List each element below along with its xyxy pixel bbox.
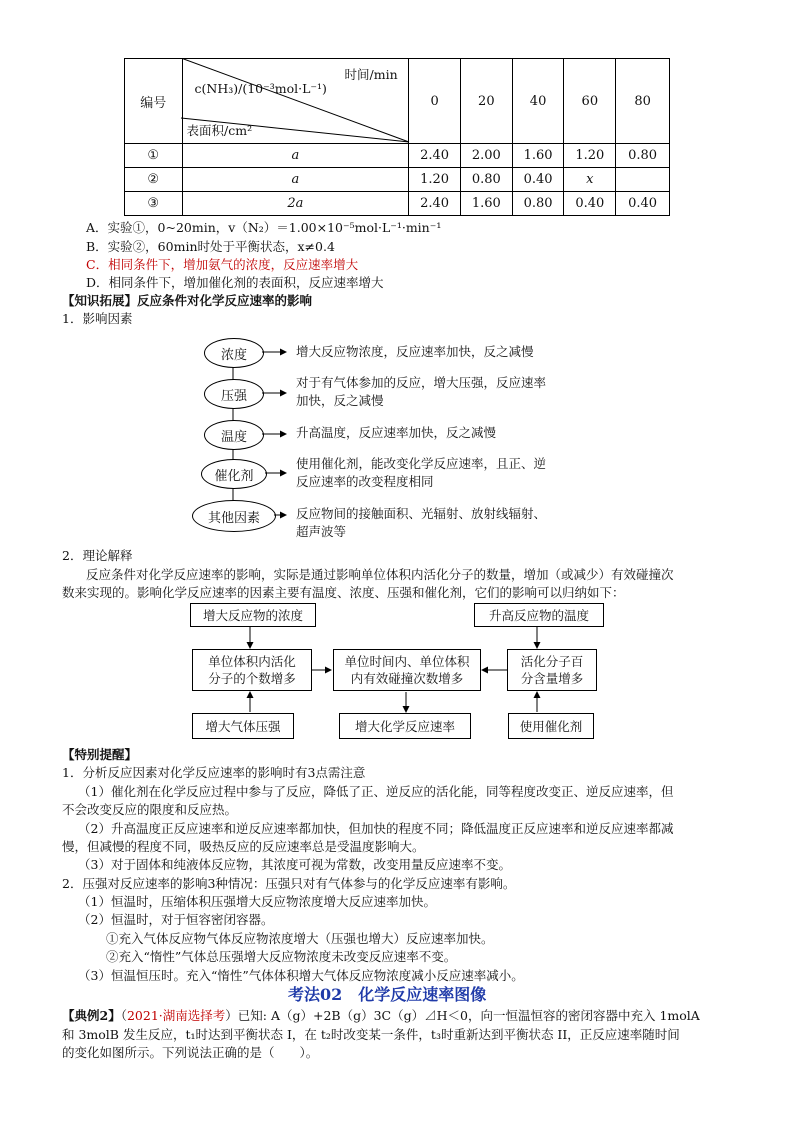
flow-conc: 增大反应物的浓度 [190,603,316,627]
cell: 0.80 [616,144,670,168]
flow-effective [333,649,481,691]
option-d: D．相同条件下，增加催化剂的表面积，反应速率增大 [86,275,384,290]
factor-desc: 增大反应物浓度，反应速率加快，反之减慢 [296,344,534,359]
flow-unit [192,649,312,691]
cell: x [564,168,616,192]
knowledge-p1: 反应条件对化学反应速率的影响，实际是通过影响单位体积内活化分子的数量，增加（或减少）有效碰撞次 [86,567,674,582]
factor-oval: 其他因素 [192,500,276,532]
flow-eff-l1: 单位时间内、单位体积 [344,654,470,669]
cell: 0.40 [616,192,670,216]
header-time-20: 20 [460,59,512,144]
factor-oval: 催化剂 [201,459,267,489]
factor-desc: 对于有气体参加的反应，增大压强，反应速率 [296,375,547,390]
factor-desc: 反应物间的接触面积、光辐射、放射线辐射、 [296,506,547,521]
cell: 1.20 [564,144,616,168]
example-paren-close: ） [225,1008,238,1023]
knowledge-p2: 数来实现的。影响化学反应速率的因素主要有温度、浓度、压强和催化剂，它们的影响可以归纳如下： [62,585,625,600]
knowledge-title: 【知识拓展】反应条件对化学反应速率的影响 [62,293,313,308]
header-number: 编号 [125,59,183,144]
cell [616,168,670,192]
note: （3）恒温恒压时。充入“惰性”气体体积增大气体反应物浓度减小反应速率减小。 [78,968,524,983]
factor-desc: 反应速率的改变程度相同 [296,474,434,489]
note: （3）对于固体和纯液体反应物，其浓度可视为常数，改变用量反应速率不变。 [78,857,511,872]
flow-percent [507,649,597,691]
header-diagonal-lines [124,58,414,148]
flow-unit-l2: 分子的个数增多 [208,671,296,686]
flow-eff-l2: 内有效碰撞次数增多 [350,671,464,686]
header-conc: c(NH₃)/(10⁻³mol·L⁻¹) [194,81,327,96]
header-time-60: 60 [564,59,616,144]
flow-pct-l2: 分含量增多 [520,671,584,686]
example-line-1 [62,1007,700,1024]
row-area: a [182,168,409,192]
flow-press: 增大气体压强 [192,713,294,739]
factor-oval: 温度 [204,420,264,450]
note: 1．分析反应因素对化学反应速率的影响时有3点需注意 [62,765,366,780]
factor-desc: 升高温度，反应速率加快，反之减慢 [296,425,497,440]
option-b: B．实验②，60min时处于平衡状态，x≠0.4 [86,239,335,254]
note: 慢，但减慢的程度不同，吸热反应的反应速率总是受温度影响大。 [62,839,425,854]
factor-oval: 浓度 [204,338,264,368]
cell: 2.40 [409,192,461,216]
note: （1）恒温时，压缩体积压强增大反应物浓度增大反应速率加快。 [78,894,436,909]
note: 不会改变反应的限度和反应热。 [62,802,238,817]
cell: 0.80 [512,192,564,216]
row-id: ② [125,168,183,192]
note: （1）催化剂在化学反应过程中参与了反应，降低了正、逆反应的活化能，同等程度改变正、逆反应速率，但 [78,784,674,799]
row-area: 2a [182,192,409,216]
cell: 1.60 [460,192,512,216]
header-time: 时间/min [344,67,398,82]
factor-desc: 加快，反之减慢 [296,393,384,408]
example-line-3: 的变化如图所示。下列说法正确的是（ ）。 [62,1045,319,1060]
note: （2）恒温时，对于恒容密闭容器。 [78,912,274,927]
example-source: 2021·湖南选择考 [126,1008,226,1023]
flow-cat: 使用催化剂 [508,713,594,739]
note: ②充入“惰性”气体总压强增大反应物浓度未改变反应速率不变。 [106,949,457,964]
header-time-80: 80 [616,59,670,144]
row-area: a [182,144,409,168]
flow-temp: 升高反应物的温度 [474,603,604,627]
table-row [125,192,670,216]
row-id: ① [125,144,183,168]
cell: 0.80 [460,168,512,192]
note: 2．压强对反应速率的影响3种情况：压强只对有气体参与的化学反应速率有影响。 [62,876,516,891]
factor-oval: 压强 [204,379,264,409]
knowledge-s1: 1．影响因素 [62,311,133,326]
row-id: ③ [125,192,183,216]
example-tag: 【典例2】 [62,1008,121,1023]
notes-title: 【特别提醒】 [62,747,138,762]
option-c: C．相同条件下，增加氨气的浓度，反应速率增大 [86,257,359,272]
example-line-2: 和 3molB 发生反应，t₁时达到平衡状态 I，在 t₂时改变某一条件，t₃时重新达到平衡状态 II，正反应速率随时间 [62,1027,680,1042]
example-l1: 已知: A（g）+2B（g）3C（g）⊿H＜0，向一恒温恒容的密闭容器中充入 1molA [237,1008,700,1023]
cell: 0.40 [512,168,564,192]
header-time-0: 0 [409,59,461,144]
example-paren-open: （ [120,1008,127,1023]
flow-pct-l1: 活化分子百 [520,654,584,669]
table-row [125,168,670,192]
knowledge-s2: 2．理论解释 [62,548,133,563]
cell: 2.40 [409,144,461,168]
header-time-40: 40 [512,59,564,144]
header-area: 表面积/cm² [186,123,253,138]
note: （2）升高温度正反应速率和逆反应速率都加快，但加快的程度不同；降低温度正反应速率和逆反应速率都减 [78,821,674,836]
factor-desc: 超声波等 [296,524,347,539]
cell: 1.20 [409,168,461,192]
cell: 0.40 [564,192,616,216]
option-a: A．实验①，0~20min，v（N₂）＝1.00×10⁻⁵mol·L⁻¹·min⁻¹ [86,220,442,235]
note: ①充入气体反应物气体反应物浓度增大（压强也增大）反应速率加快。 [106,931,494,946]
flow-unit-l1: 单位体积内活化 [208,654,296,669]
flow-rate: 增大化学反应速率 [339,713,471,739]
cell: 1.60 [512,144,564,168]
cell: 2.00 [460,144,512,168]
section-title: 考法02 化学反应速率图像 [288,985,487,1004]
factor-desc: 使用催化剂，能改变化学反应速率，且正、逆 [296,456,547,471]
